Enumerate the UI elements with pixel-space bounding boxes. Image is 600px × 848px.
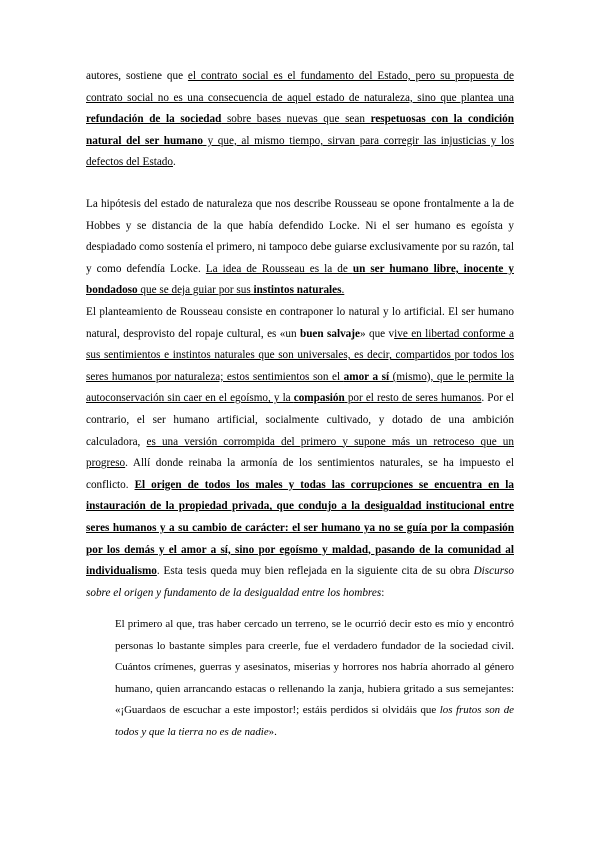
text: : — [381, 586, 385, 599]
bold-underlined-text: El origen de todos los males y todas las corrupciones se encuentra en la instauración de la propiedad privada, que condujo a la desigualdad institucional entre seres humanos y a su cambio de carácter: el ser humano ya no se guía por la compasión por los demás y el amor a sí, sino por egoísmo y maldad, pasando de la comunidad al individualismo — [86, 478, 514, 578]
text: ». — [268, 725, 277, 738]
paragraph-social-contract — [86, 66, 514, 174]
italic-quote-text: los frutos son de todos y que la tierra no es de nadie — [115, 704, 514, 738]
underlined-text: ive en libertad conforme a sus sentimientos e instintos naturales que son universales, es decir, compartidos por todos los seres humanos por naturaleza; estos sentimientos son el — [86, 327, 514, 383]
book-title: Discurso sobre el origen y fundamento de la desigualdad entre los hombres — [86, 565, 514, 599]
text: » que v — [359, 327, 395, 340]
underlined-text: (mismo), que le permite la autoconservación sin caer en el egoísmo, y la — [86, 370, 514, 405]
underlined-text: es una versión corrompida del primero y supone más un retroceso que un progreso — [86, 435, 514, 470]
text: . — [172, 156, 176, 169]
text: . Por el contrario, el ser humano artificial, socialmente cultivado, y dotado de una ambición calculadora, — [86, 392, 514, 448]
bold-underlined-text: un ser humano libre, inocente y bondadoso — [86, 262, 515, 297]
paragraph-state-of-nature — [86, 194, 514, 302]
bold-underlined-text: instintos naturales — [253, 284, 342, 297]
underlined-text: y que, al mismo tiempo, sirvan para corregir las injusticias y los defectos del Estado — [86, 134, 515, 169]
bold-underlined-text: amor a sí — [343, 370, 390, 383]
bold-underlined-text: refundación de la sociedad — [86, 113, 222, 126]
bold-underlined-text: compasión — [293, 392, 345, 405]
underlined-text: . — [341, 284, 345, 297]
paragraph-natural-vs-artificial — [86, 302, 514, 604]
bold-underlined-text: respetuosas con la condición natural del ser humano — [86, 113, 514, 147]
text: . Esta tesis queda muy bien reflejada en la siguiente cita de su obra — [156, 565, 474, 578]
underlined-text: La idea de Rousseau es la de — [205, 262, 353, 275]
text: . Allí donde reinaba la armonía de los sentimientos naturales, se ha impuesto el conflicto. — [86, 457, 514, 491]
underlined-text: que se deja guiar por sus — [137, 284, 254, 297]
bold-text: buen salvaje — [299, 327, 360, 340]
underlined-text: por el resto de seres humanos — [344, 392, 482, 405]
block-quote — [115, 614, 514, 744]
underlined-text: el contrato social es el fundamento del Estado, pero su propuesta de contrato social no es una consecuencia de aquel estado de naturaleza, sino que plantea una — [86, 70, 514, 104]
text: La hipótesis del estado de naturaleza que nos describe Rousseau se opone frontalmente a la de Hobbes y se distancia de la que había defendido Locke. Ni el ser humano es egoísta y despiadado como sostenía el primero, ni tampoco debe guiarse exclusivamente por su razón, tal y como defendía Locke. — [86, 198, 514, 275]
text: El primero al que, tras haber cercado un terreno, se le ocurrió decir esto es mío y encontró personas lo bastante simples para creerle, fue el verdadero fundador de la sociedad civil. Cuántos crímenes, guerras y asesinatos, miserias y horrores nos habría ahorrado al género humano, quien arrancando estacas o rellenando la zanja, hubiera gritado a sus semejantes: «¡Guardaos de escuchar a este impostor!; estáis perdidos si olvidáis que — [115, 618, 514, 717]
underlined-text: sobre bases nuevas que sean — [221, 113, 371, 126]
text: autores, sostiene que — [86, 70, 188, 82]
text: El planteamiento de Rousseau consiste en contraponer lo natural y lo artificial. El ser humano natural, desprovisto del ropaje cultural, es «un — [86, 306, 514, 340]
